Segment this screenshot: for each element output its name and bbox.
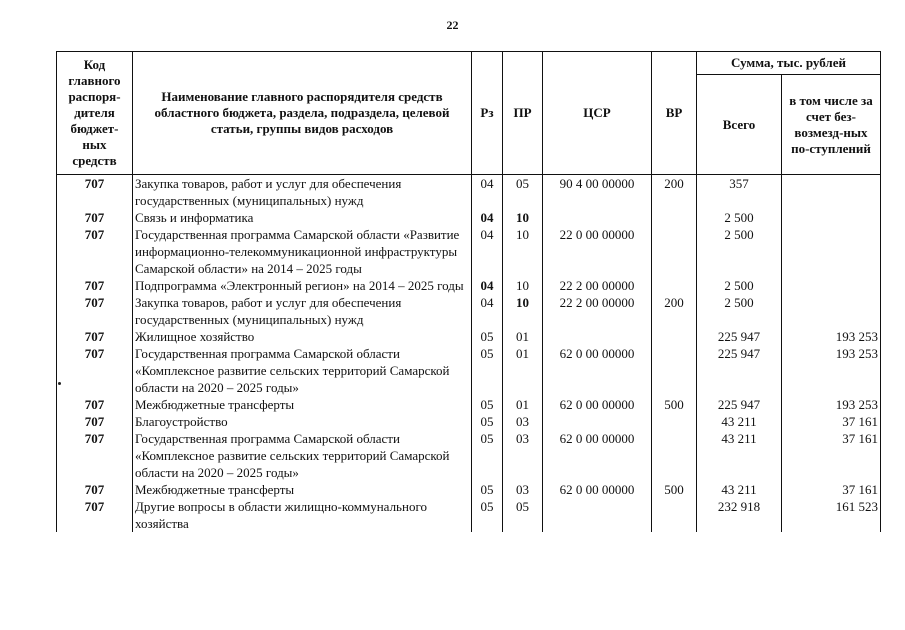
cell-code: 707 bbox=[57, 175, 133, 210]
cell-total: 2 500 bbox=[697, 209, 782, 226]
cell-pr: 05 bbox=[503, 498, 543, 532]
cell-vr: 200 bbox=[652, 294, 697, 328]
header-incl: в том числе за счет без-возмезд-ных по-ступлений bbox=[782, 75, 881, 175]
cell-vr bbox=[652, 209, 697, 226]
cell-incl bbox=[782, 226, 881, 277]
cell-total: 43 211 bbox=[697, 481, 782, 498]
table-row bbox=[57, 430, 881, 481]
header-csr: ЦСР bbox=[543, 52, 652, 175]
cell-name: Межбюджетные трансферты bbox=[133, 396, 472, 413]
cell-vr: 200 bbox=[652, 175, 697, 210]
cell-csr: 62 0 00 00000 bbox=[543, 430, 652, 481]
cell-name: Связь и информатика bbox=[133, 209, 472, 226]
header-vr: ВР bbox=[652, 52, 697, 175]
cell-name: Государственная программа Самарской области «Комплексное развитие сельских территорий Самарской области на 2020 – 2025 годы» bbox=[133, 430, 472, 481]
cell-incl bbox=[782, 294, 881, 328]
cell-incl bbox=[782, 209, 881, 226]
cell-name: Закупка товаров, работ и услуг для обеспечения государственных (муниципальных) нужд bbox=[133, 294, 472, 328]
cell-name: Другие вопросы в области жилищно-коммунального хозяйства bbox=[133, 498, 472, 532]
cell-code: 707 bbox=[57, 294, 133, 328]
cell-total: 2 500 bbox=[697, 277, 782, 294]
cell-csr bbox=[543, 498, 652, 532]
cell-vr bbox=[652, 498, 697, 532]
cell-csr: 22 0 00 00000 bbox=[543, 226, 652, 277]
header-sum: Сумма, тыс. рублей bbox=[697, 52, 881, 75]
cell-total: 225 947 bbox=[697, 345, 782, 396]
cell-total: 225 947 bbox=[697, 328, 782, 345]
cell-rz: 04 bbox=[472, 277, 503, 294]
cell-vr bbox=[652, 430, 697, 481]
cell-csr bbox=[543, 209, 652, 226]
cell-code: 707 bbox=[57, 277, 133, 294]
cell-csr: 22 2 00 00000 bbox=[543, 277, 652, 294]
cell-incl: 193 253 bbox=[782, 328, 881, 345]
cell-name: Государственная программа Самарской области «Развитие информационно-телекоммуникационной инфраструктуры Самарской области» на 2014 – 2025 годы bbox=[133, 226, 472, 277]
cell-code: 707 bbox=[57, 345, 133, 396]
page-number: 22 bbox=[446, 18, 459, 32]
table-row bbox=[57, 345, 881, 396]
cell-pr: 10 bbox=[503, 209, 543, 226]
cell-pr: 10 bbox=[503, 226, 543, 277]
header-name: Наименование главного распорядителя средств областного бюджета, раздела, подраздела, целевой статьи, группы видов расходов bbox=[133, 52, 472, 175]
cell-rz: 04 bbox=[472, 175, 503, 210]
cell-incl: 37 161 bbox=[782, 430, 881, 481]
cell-rz: 05 bbox=[472, 328, 503, 345]
cell-code: 707 bbox=[57, 209, 133, 226]
cell-incl: 193 253 bbox=[782, 396, 881, 413]
cell-rz: 05 bbox=[472, 413, 503, 430]
cell-incl: 161 523 bbox=[782, 498, 881, 532]
cell-rz: 05 bbox=[472, 430, 503, 481]
cell-vr: 500 bbox=[652, 481, 697, 498]
cell-total: 43 211 bbox=[697, 430, 782, 481]
cell-pr: 01 bbox=[503, 328, 543, 345]
header-total: Всего bbox=[697, 75, 782, 175]
cell-vr bbox=[652, 413, 697, 430]
cell-code: 707 bbox=[57, 413, 133, 430]
cell-incl: 193 253 bbox=[782, 345, 881, 396]
cell-pr: 10 bbox=[503, 294, 543, 328]
cell-pr: 03 bbox=[503, 413, 543, 430]
cell-incl bbox=[782, 277, 881, 294]
table-body bbox=[57, 175, 881, 533]
cell-csr bbox=[543, 328, 652, 345]
cell-vr: 500 bbox=[652, 396, 697, 413]
table-row bbox=[57, 226, 881, 277]
cell-code: 707 bbox=[57, 328, 133, 345]
cell-csr: 62 0 00 00000 bbox=[543, 345, 652, 396]
cell-pr: 01 bbox=[503, 345, 543, 396]
cell-code: 707 bbox=[57, 481, 133, 498]
cell-pr: 03 bbox=[503, 430, 543, 481]
cell-csr: 90 4 00 00000 bbox=[543, 175, 652, 210]
cell-rz: 04 bbox=[472, 226, 503, 277]
cell-rz: 05 bbox=[472, 481, 503, 498]
cell-vr bbox=[652, 226, 697, 277]
cell-rz: 05 bbox=[472, 498, 503, 532]
cell-csr: 62 0 00 00000 bbox=[543, 481, 652, 498]
table-row bbox=[57, 175, 881, 210]
cell-rz: 04 bbox=[472, 294, 503, 328]
cell-vr bbox=[652, 345, 697, 396]
cell-rz: 04 bbox=[472, 209, 503, 226]
cell-pr: 01 bbox=[503, 396, 543, 413]
cell-incl: 37 161 bbox=[782, 481, 881, 498]
header-code: Код главного распоря-дителя бюджет-ных средств bbox=[57, 52, 133, 175]
cell-name: Закупка товаров, работ и услуг для обеспечения государственных (муниципальных) нужд bbox=[133, 175, 472, 210]
budget-table bbox=[56, 51, 881, 532]
cell-total: 357 bbox=[697, 175, 782, 210]
header-rz: Рз bbox=[472, 52, 503, 175]
cell-csr: 22 2 00 00000 bbox=[543, 294, 652, 328]
table-row bbox=[57, 481, 881, 498]
table-row bbox=[57, 209, 881, 226]
cell-rz: 05 bbox=[472, 396, 503, 413]
cell-name: Межбюджетные трансферты bbox=[133, 481, 472, 498]
table-row bbox=[57, 328, 881, 345]
cell-pr: 05 bbox=[503, 175, 543, 210]
cell-total: 43 211 bbox=[697, 413, 782, 430]
cell-vr bbox=[652, 328, 697, 345]
cell-total: 2 500 bbox=[697, 226, 782, 277]
cell-vr bbox=[652, 277, 697, 294]
table-row bbox=[57, 413, 881, 430]
cell-code: 707 bbox=[57, 396, 133, 413]
cell-code: 707 bbox=[57, 498, 133, 532]
cell-rz: 05 bbox=[472, 345, 503, 396]
cell-code: 707 bbox=[57, 226, 133, 277]
table-row bbox=[57, 277, 881, 294]
cell-pr: 10 bbox=[503, 277, 543, 294]
cell-total: 232 918 bbox=[697, 498, 782, 532]
cell-name: Подпрограмма «Электронный регион» на 2014 – 2025 годы bbox=[133, 277, 472, 294]
header-pr: ПР bbox=[503, 52, 543, 175]
cell-total: 225 947 bbox=[697, 396, 782, 413]
cell-name: Жилищное хозяйство bbox=[133, 328, 472, 345]
table-header bbox=[57, 52, 881, 175]
cell-name: Государственная программа Самарской области «Комплексное развитие сельских территорий Самарской области на 2020 – 2025 годы» bbox=[133, 345, 472, 396]
cell-code: 707 bbox=[57, 430, 133, 481]
table-row bbox=[57, 498, 881, 532]
table-row bbox=[57, 294, 881, 328]
table-row bbox=[57, 396, 881, 413]
cell-csr bbox=[543, 413, 652, 430]
cell-incl bbox=[782, 175, 881, 210]
cell-pr: 03 bbox=[503, 481, 543, 498]
cell-name: Благоустройство bbox=[133, 413, 472, 430]
cell-csr: 62 0 00 00000 bbox=[543, 396, 652, 413]
cell-total: 2 500 bbox=[697, 294, 782, 328]
cell-incl: 37 161 bbox=[782, 413, 881, 430]
